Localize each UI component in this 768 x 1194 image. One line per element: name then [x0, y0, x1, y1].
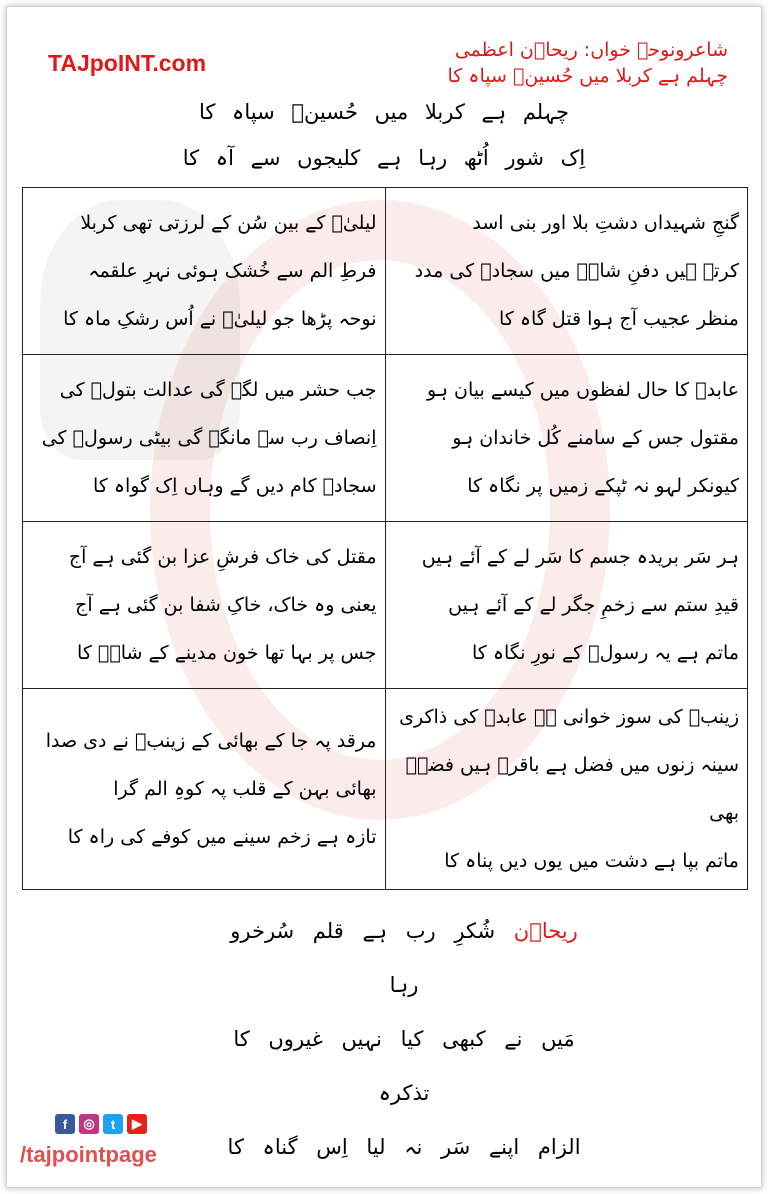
verse-line: مقتل کی خاک فرشِ عزا بن گئی ہے آج [68, 546, 377, 569]
verse-line: تازہ ہے زخم سینے میں کوفے کی راہ کا [67, 826, 377, 849]
instagram-icon[interactable]: ◎ [79, 1114, 99, 1134]
outro-line-3: الزام اپنے سَر نہ لیا اِس گناہ کا [227, 1135, 581, 1160]
verse-line: فرطِ الم سے خُشک ہوئی نہرِ علقمہ [88, 260, 377, 283]
social-page-handle[interactable]: /tajpointpage [20, 1142, 157, 1168]
site-brand: TAJpoINT.com [48, 50, 207, 77]
intro-line-1: چہلم ہے کربلا میں حُسینؑ سپاہ کا [198, 100, 570, 125]
outro-line-2: مَیں نے کبھی کیا نہیں غیروں کا تذکرہ [233, 1027, 575, 1106]
stanza-cell-right [385, 188, 748, 355]
verse-line: منظر عجیب آج ہوا قتل گاہ کا [499, 308, 739, 331]
stanza-row [23, 522, 748, 689]
verse-line: یعنی وہ خاک، خاکِ شفا بن گئی ہے آج [75, 594, 377, 617]
stanza-row [23, 355, 748, 522]
intro-line-2: اِک شور اُٹھ رہا ہے کلیجوں سے آہ کا [182, 146, 586, 171]
verse-line: ماتم ہے یہ رسولؐ کے نورِ نگاہ کا [472, 642, 739, 665]
stanza-cell-left [23, 689, 386, 890]
verse-line: جس پر بہا تھا خون مدینے کے شاہؑ کا [77, 642, 377, 665]
outro-line-1-text: شُکرِ رب ہے قلم سُرخرو رہا [230, 919, 496, 998]
verse-line: سینہ زنوں میں فضل ہے باقرؑ ہیں فضہؑ بھی [405, 754, 739, 825]
outro-line-1 [210, 904, 598, 1012]
verse-line: عابدؑ کا حال لفظوں میں کیسے بیان ہو [427, 379, 739, 402]
verse-line: ماتم بپا ہے دشت میں یوں دیں پناہ کا [444, 850, 739, 873]
footer [20, 904, 748, 1174]
stanza-row [23, 689, 748, 890]
stanza-cell-left [23, 355, 386, 522]
poet-name: ریحاؔن [513, 919, 578, 944]
outro [210, 904, 748, 1174]
verse-line: گنجِ شہیداں دشتِ بلا اور بنی اسد [472, 212, 739, 235]
verse-line: نوحہ پڑھا جو لیلیٰؑ نے اُس رشکِ ماہ کا [63, 308, 377, 331]
verse-line: کیونکر لہو نہ ٹپکے زمیں پر نگاہ کا [467, 475, 739, 498]
social-block [20, 1114, 210, 1174]
verse-line: ہر سَر بریدہ جسم کا سَر لے کے آئے ہیں [421, 546, 739, 569]
youtube-icon[interactable]: ▶ [127, 1114, 147, 1134]
verse-line: زینبؑ کی سوز خوانی ہے عابدؑ کی ذاکری [399, 706, 739, 729]
verse-line: اِنصاف رب سے مانگے گی بیٹی رسولؐ کی [41, 427, 377, 450]
verse-line: سجادؑ کام دیں گے وہاں اِک گواہ کا [92, 475, 377, 498]
stanza-row [23, 188, 748, 355]
facebook-icon[interactable]: f [55, 1114, 75, 1134]
verse-line: مقتول جس کے سامنے کُل خاندان ہو [452, 427, 739, 450]
verse-line: مرقد پہ جا کے بھائی کے زینبؑ نے دی صدا [45, 730, 377, 753]
stanza-table [22, 187, 748, 890]
header [20, 38, 748, 89]
twitter-icon[interactable]: t [103, 1114, 123, 1134]
stanza-cell-right [385, 522, 748, 689]
stanza-cell-left [23, 522, 386, 689]
stanza-cell-right [385, 355, 748, 522]
stanza-cell-right [385, 689, 748, 890]
verse-line: کرتے ہیں دفنِ شاہؑ میں سجادؑ کی مدد [414, 260, 739, 283]
noha-title: چہلم ہے کربلا میں حُسینؑ سپاہ کا [447, 64, 728, 87]
social-icons [55, 1114, 210, 1134]
header-title [226, 38, 748, 89]
verse-line: لیلیٰؑ کے بین سُن کے لرزتی تھی کربلا [80, 212, 377, 235]
reciter-label: شاعرونوحہ خواں: ریحاؔن اعظمی [454, 39, 728, 61]
verse-line: بھائی بہن کے قلب پہ کوہِ الم گرا [113, 778, 377, 801]
verse-line: قیدِ ستم سے زخمِ جگر لے کے آئے ہیں [448, 594, 739, 617]
verse-line: جب حشر میں لگے گی عدالت بتولؑ کی [59, 379, 377, 402]
stanza-cell-left [23, 188, 386, 355]
